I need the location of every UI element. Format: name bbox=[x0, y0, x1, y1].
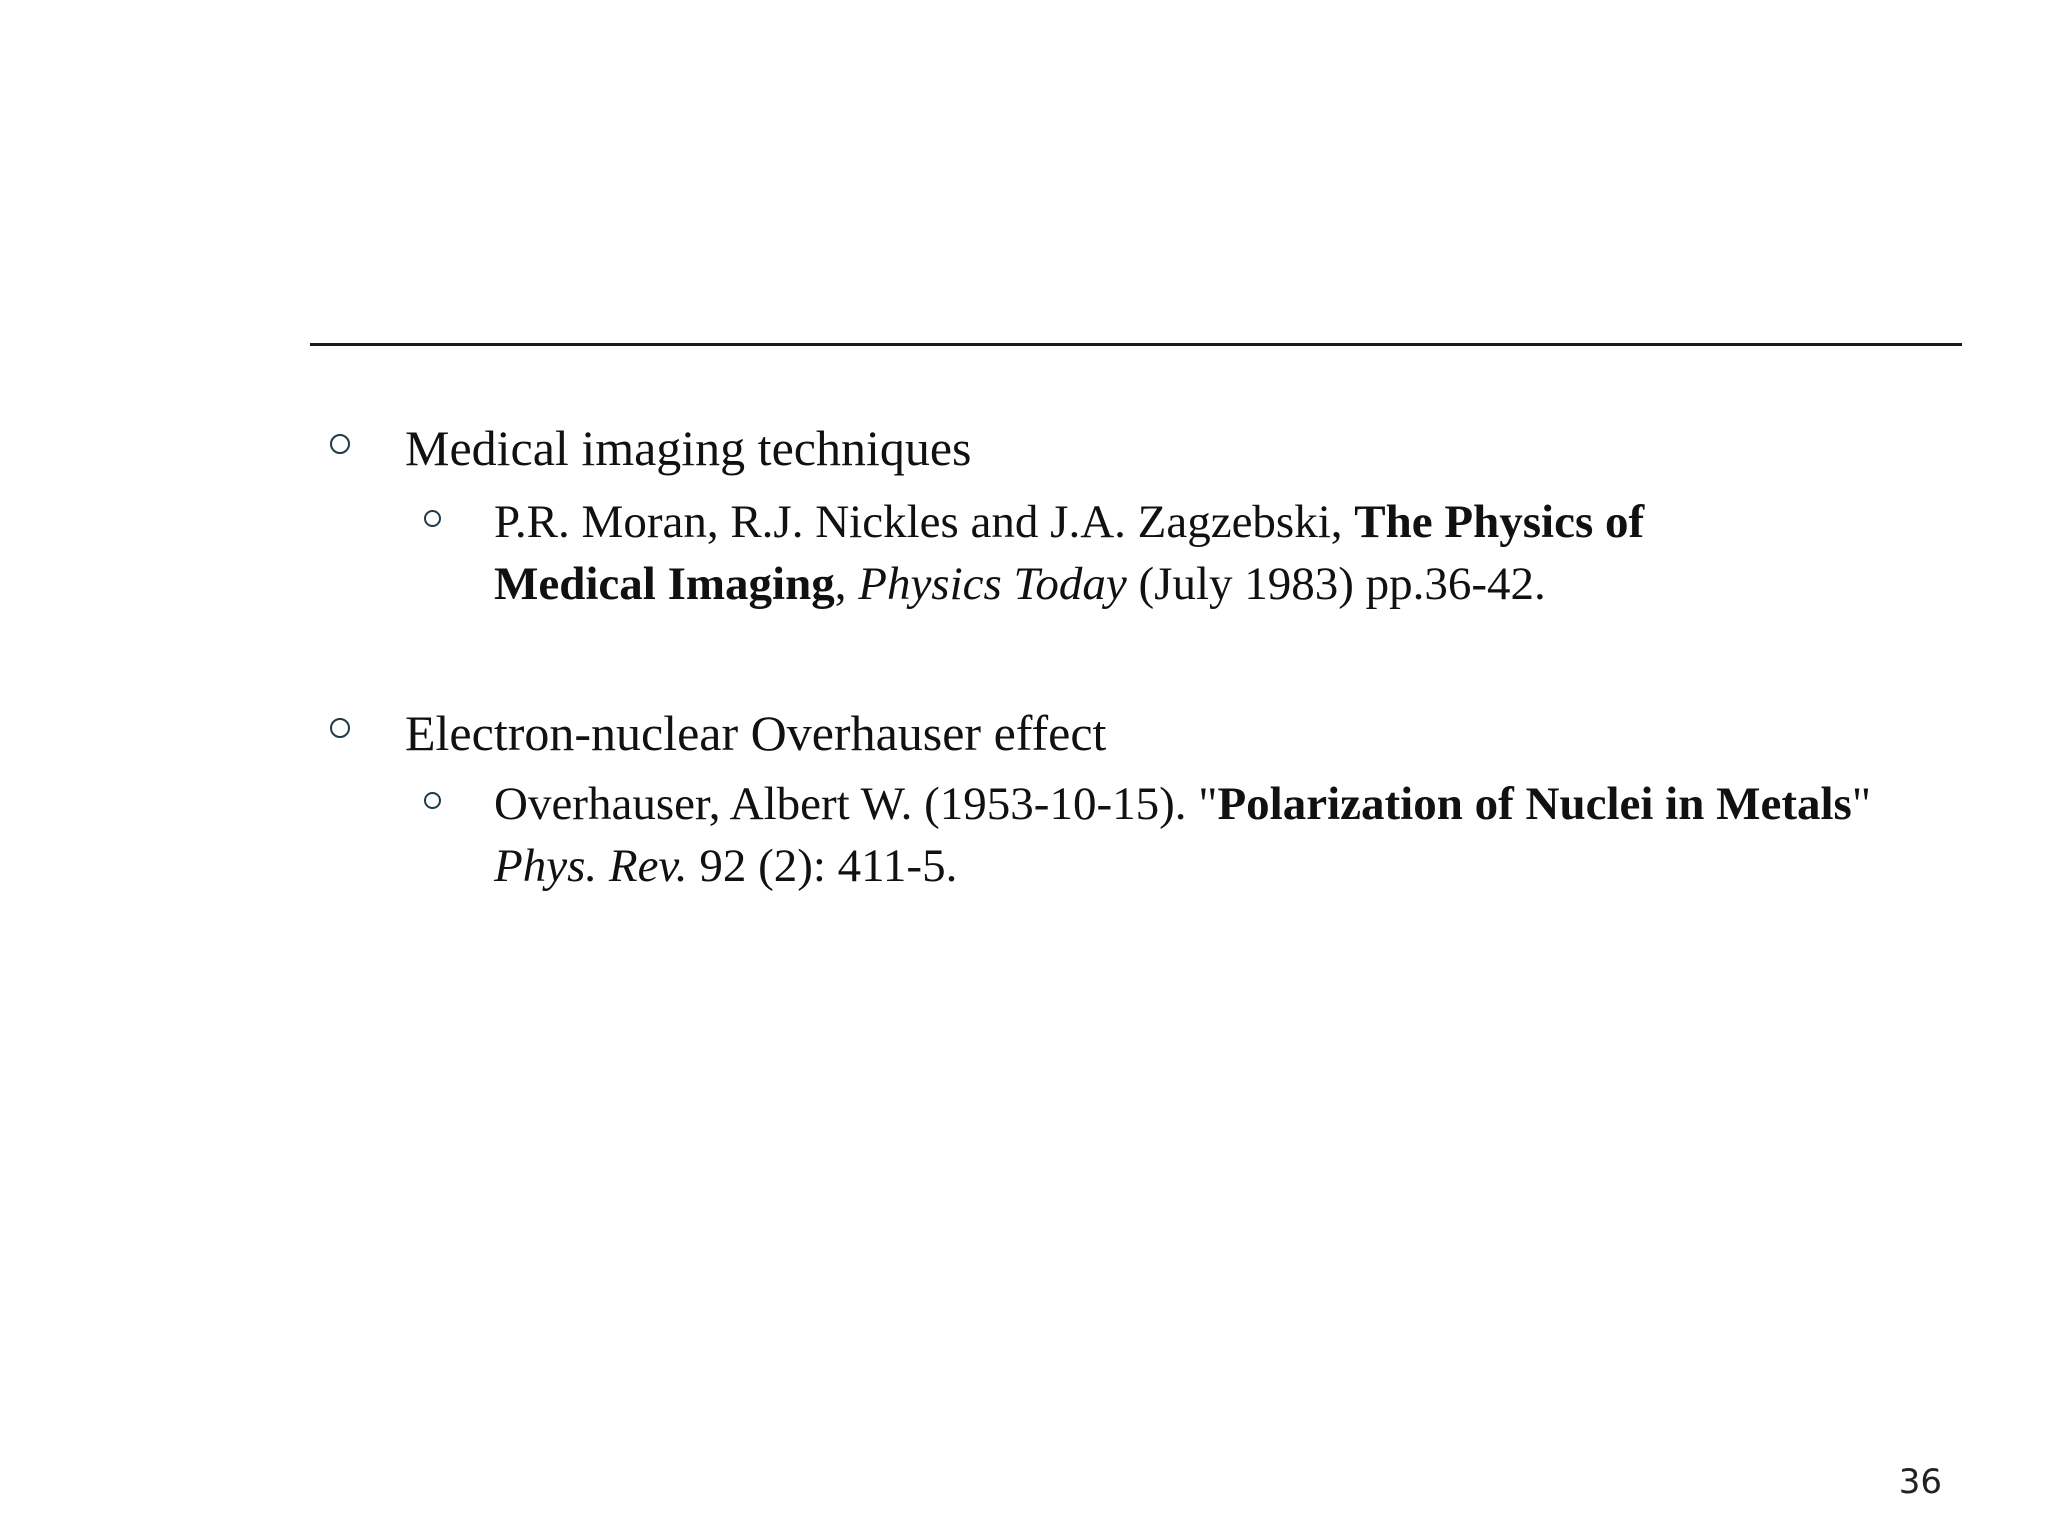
reference-entry bbox=[494, 773, 1871, 835]
section-heading bbox=[405, 418, 972, 478]
reference-quote-close: " bbox=[1851, 778, 1872, 830]
reference-title: The Physics of bbox=[1354, 496, 1645, 548]
reference-authors: P.R. Moran, R.J. Nickles and J.A. Zagzebski, bbox=[494, 496, 1355, 548]
section-heading-text: Medical imaging techniques bbox=[405, 420, 972, 476]
reference-title: Polarization of Nuclei in Metals bbox=[1217, 778, 1852, 830]
bullet-circle-icon bbox=[330, 718, 350, 738]
page-number: 36 bbox=[1898, 1462, 1942, 1502]
reference-entry-continued bbox=[494, 835, 957, 897]
title-divider bbox=[310, 343, 1962, 346]
bullet-circle-icon bbox=[424, 510, 441, 527]
reference-details: (July 1983) pp.36-42. bbox=[1126, 558, 1546, 610]
reference-journal: Physics Today bbox=[858, 558, 1127, 610]
reference-journal: Phys. Rev. bbox=[494, 840, 688, 892]
reference-entry-continued bbox=[494, 553, 1546, 615]
bullet-circle-icon bbox=[330, 434, 350, 454]
section-heading-text: Electron-nuclear Overhauser effect bbox=[405, 705, 1107, 761]
section-heading bbox=[405, 703, 1106, 763]
reference-title-continued: Medical Imaging bbox=[494, 558, 835, 610]
bullet-circle-icon bbox=[424, 792, 441, 809]
reference-entry bbox=[494, 491, 1644, 553]
reference-separator: , bbox=[834, 558, 859, 610]
reference-authors: Overhauser, Albert W. (1953-10-15). " bbox=[494, 778, 1218, 830]
reference-details: 92 (2): 411-5. bbox=[687, 840, 958, 892]
